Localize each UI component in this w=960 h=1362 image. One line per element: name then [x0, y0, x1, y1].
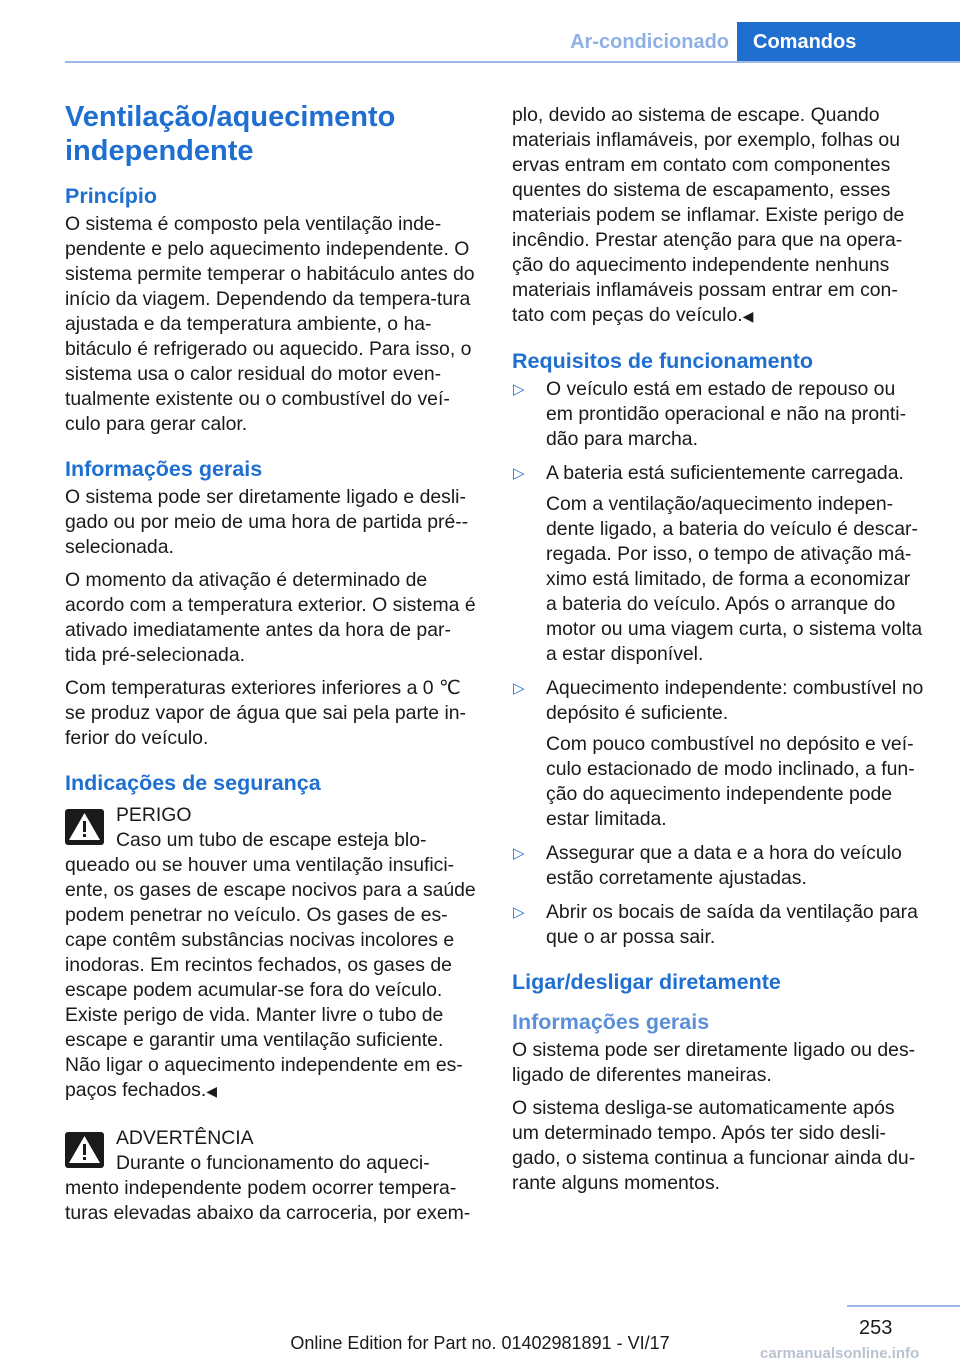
- warning-advertencia-title: ADVERTÊNCIA: [116, 1127, 254, 1149]
- list-item-text: Aquecimento independente: combustível no depósito é suficiente.: [546, 677, 924, 724]
- bullet-triangle-icon: ▷: [513, 465, 525, 482]
- warning-triangle-icon: [65, 809, 104, 845]
- list-item: [512, 841, 926, 891]
- right-column: [512, 103, 926, 1204]
- paragraph-info-3: Com temperaturas exteriores inferiores a 0 ℃ se produz vapor de água que sai pela parte in‐ferior do veículo.: [65, 677, 467, 749]
- bullet-triangle-icon: ▷: [513, 381, 525, 398]
- page-number: 253: [859, 1317, 893, 1339]
- list-item-subtext: Com a ventilação/aquecimento indepen‐dente ligado, a bateria do veículo é descar‐regada. Por isso, o tempo de ativação má‐ximo está limitado, de forma a economizar a bateria do veículo. Após o arranque do motor ou uma viagem curta, o sistema volta a estar disponível.: [546, 493, 923, 665]
- bullet-triangle-icon: ▷: [513, 680, 525, 697]
- list-item: [512, 676, 926, 832]
- heading-ligar-desligar: Ligar/desligar diretamente: [512, 970, 781, 994]
- heading-requisitos: Requisitos de funcionamento: [512, 349, 814, 373]
- list-item: [512, 461, 926, 667]
- warning-advertencia-first-line: Durante o funcionamento do aqueci‐: [116, 1152, 430, 1174]
- heading-seguranca: Indicações de segurança: [65, 771, 321, 795]
- heading-principio: Princípio: [65, 184, 157, 208]
- footer-edition: Online Edition for Part no. 01402981891 - VI/17: [290, 1333, 670, 1353]
- paragraph-onoff-1: O sistema pode ser diretamente ligado ou des‐ligado de diferentes maneiras.: [512, 1039, 916, 1086]
- warning-perigo: [65, 803, 480, 1104]
- end-marker: ◀: [742, 308, 754, 324]
- list-item: [512, 900, 926, 950]
- paragraph-info-2: O momento da ativação é determinado de acordo com a temperatura exterior. O sistema é ativado imediatamente antes da hora de par‐tida pré-selecionada.: [65, 569, 476, 666]
- bullet-triangle-icon: ▷: [513, 904, 525, 921]
- warning-perigo-text: queado ou se houver uma ventilação insufici‐ente, os gases de escape nocivos para a saúde podem penetrar no veículo. Os gases de es‐cape contêm substâncias nocivas incolores e inodoras. Em recintos fechados, os gases de escape podem acumular-se fora do veículo. Existe perigo de vida. Manter livre o tubo de escape e garantir uma ventilação suficiente. Não ligar o aquecimento independente em es‐paços fechados.◀: [65, 854, 476, 1101]
- watermark: carmanualsonline.info: [760, 1345, 920, 1362]
- paragraph-onoff-2: O sistema desliga-se automaticamente após um determinado tempo. Após ter sido desli‐gado, o sistema continua a funcionar ainda du‐rante alguns momentos.: [512, 1097, 916, 1194]
- list-item-subtext: Com pouco combustível no depósito e veí‐culo estacionado de modo inclinado, a fun‐ção do aquecimento independente pode estar limitada.: [546, 733, 915, 830]
- paragraph-continuation: plo, devido ao sistema de escape. Quando materiais inflamáveis, por exemplo, folhas ou ervas entram em contato com componentes quentes do sistema de escapamento, esses materiais podem se inflamar. Existe perigo de incêndio. Prestar atenção para que na opera‐ção do aquecimento independente nenhuns materiais inflamáveis possam entrar em con‐tato com peças do veículo.◀: [512, 104, 905, 326]
- requirements-list: [512, 377, 926, 950]
- warning-triangle-icon: [65, 1132, 104, 1168]
- list-item-text: Assegurar que a data e a hora do veículo estão corretamente ajustadas.: [546, 842, 902, 889]
- list-item-text: A bateria está suficientemente carregada.: [546, 462, 904, 484]
- warning-perigo-title: PERIGO: [116, 804, 192, 826]
- paragraph-info-1: O sistema pode ser diretamente ligado e desli‐gado ou por meio de uma hora de partida pré‐-selecionada.: [65, 486, 469, 558]
- warning-advertencia-text: mento independente podem ocorrer tempera‐turas elevadas abaixo da carroceria, por exem‐: [65, 1177, 471, 1224]
- subheading-info-gerais: Informações gerais: [512, 1010, 710, 1034]
- list-item: [512, 377, 926, 452]
- list-item-text: Abrir os bocais de saída da ventilação para que o ar possa sair.: [546, 901, 918, 948]
- left-column: [65, 100, 480, 1226]
- list-item-text: O veículo está em estado de repouso ou em prontidão operacional e não na pronti‐dão para marcha.: [546, 378, 907, 450]
- bullet-triangle-icon: ▷: [513, 845, 525, 862]
- header-section-title: Ar-condicionado: [570, 31, 729, 53]
- page-number-rule: [847, 1305, 960, 1307]
- end-marker: ◀: [206, 1083, 217, 1099]
- heading-info-gerais: Informações gerais: [65, 457, 263, 481]
- header-chapter-tab: Comandos: [737, 22, 960, 63]
- header-rule: [65, 61, 960, 63]
- paragraph-principio: O sistema é composto pela ventilação inde‐pendente e pelo aquecimento independente. O sistema permite temperar o habitáculo antes do início da viagem. Dependendo da tempera‐tura ajustada e da temperatura ambiente, o ha‐bitáculo é refrigerado ou aquecido. Para isso, o sistema usa o calor residual do motor even‐tualmente existente ou o combustível do veí‐culo para gerar calor.: [65, 213, 475, 435]
- warning-perigo-first-line: Caso um tubo de escape esteja blo‐: [116, 829, 427, 851]
- warning-advertencia: [65, 1126, 480, 1226]
- page-title: Ventilação/aquecimento independente: [65, 101, 396, 167]
